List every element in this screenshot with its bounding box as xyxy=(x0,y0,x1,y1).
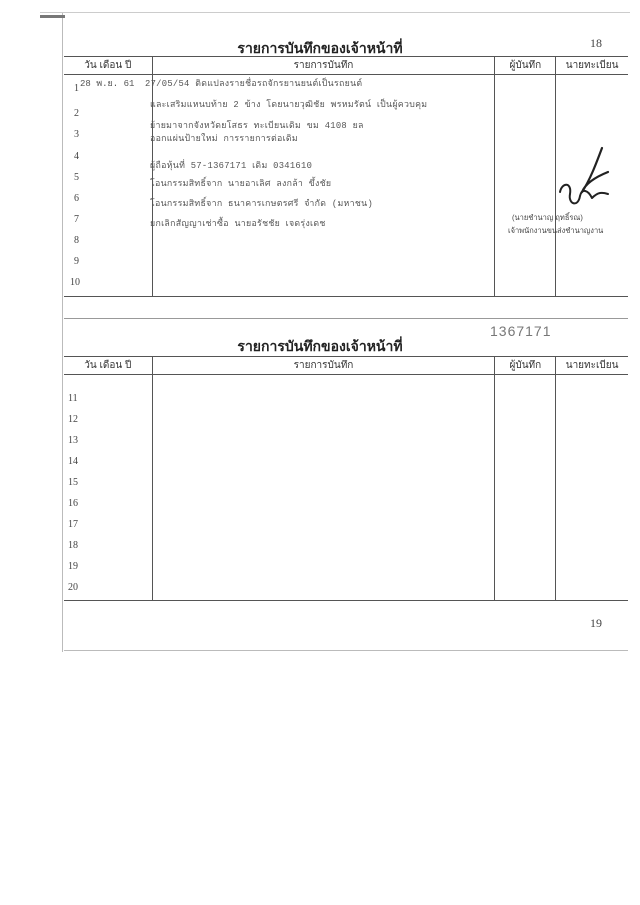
entry-line: โอนกรรมสิทธิ์จาก นายอาเลิศ ลงกล้า ขึ้งชัย xyxy=(150,179,332,189)
entry-line: โอนกรรมสิทธิ์จาก ธนาคารเกษตรศรี จำกัด (มหาชน) xyxy=(150,199,374,209)
page-number: 18 xyxy=(590,36,602,50)
entry-line: และเสริมแหนบท้าย 2 ข้าง โดยนายวุฒิชัย พรหมรัตน์ เป็นผู้ควบคุม xyxy=(150,100,428,110)
header-entry: รายการบันทึก xyxy=(152,57,495,75)
row-number: 14 xyxy=(68,456,78,467)
entry-line: ออกแผ่นป้ายใหม่ การรายการต่อเดิม xyxy=(150,134,298,144)
row-number: 13 xyxy=(68,435,78,446)
row-number: 16 xyxy=(68,498,78,509)
entry-line: ย้ายมาจากจังหวัดยโสธร ทะเบียนเดิม ขม 4108 ยล xyxy=(150,121,364,131)
header-registrar: นายทะเบียน xyxy=(556,357,628,375)
row-number: 4 xyxy=(74,151,79,162)
row-number: 18 xyxy=(68,540,78,551)
row-number: 7 xyxy=(74,214,79,225)
entry-line: ยกเลิกสัญญาเช่าซื้อ นายอรัชชัย เจดรุ่งเดช xyxy=(150,219,326,229)
row-number: 6 xyxy=(74,193,79,204)
page-title: รายการบันทึกของเจ้าหน้าที่ xyxy=(237,42,403,57)
page-edge xyxy=(64,650,628,651)
row-number: 20 xyxy=(68,582,78,593)
header-date: วัน เดือน ปี xyxy=(64,357,152,375)
page-divider xyxy=(64,318,628,319)
header-date: วัน เดือน ปี xyxy=(64,57,152,75)
barcode-number: 1367171 xyxy=(490,323,552,339)
scan-edge xyxy=(40,12,630,13)
record-table xyxy=(64,356,628,601)
row-number: 17 xyxy=(68,519,78,530)
header-registrar: นายทะเบียน xyxy=(556,57,628,75)
row-number: 12 xyxy=(68,414,78,425)
row-number: 10 xyxy=(70,277,80,288)
row-number: 19 xyxy=(68,561,78,572)
scan-edge xyxy=(40,15,65,18)
row-number: 2 xyxy=(74,108,79,119)
header-recorder: ผู้บันทึก xyxy=(495,357,556,375)
header-recorder: ผู้บันทึก xyxy=(495,57,556,75)
signature-image xyxy=(552,142,620,214)
row-number: 8 xyxy=(74,235,79,246)
row-number: 15 xyxy=(68,477,78,488)
header-entry: รายการบันทึก xyxy=(152,357,495,375)
entry-date: 28 พ.ย. 61 xyxy=(80,79,135,89)
row-number: 9 xyxy=(74,256,79,267)
row-number: 3 xyxy=(74,129,79,140)
entry-line: 27/05/54 ติดแปลงรายชื่อรถจักรยานยนต์เป็นรถยนต์ xyxy=(145,79,363,89)
row-number: 11 xyxy=(68,393,78,404)
row-number: 5 xyxy=(74,172,79,183)
page-title: รายการบันทึกของเจ้าหน้าที่ xyxy=(237,340,403,355)
page-number: 19 xyxy=(590,616,602,630)
officer-title: เจ้าพนักงานขนส่งชำนาญงาน xyxy=(508,226,604,235)
officer-name: (นายชำนาญ ฤทธิ์รณ) xyxy=(512,213,583,222)
entry-line: ผู้ถือหุ้นที่ 57-1367171 เดิม 0341610 xyxy=(150,161,313,171)
scan-edge xyxy=(62,12,63,652)
row-number: 1 xyxy=(74,83,79,94)
record-table xyxy=(64,56,628,297)
